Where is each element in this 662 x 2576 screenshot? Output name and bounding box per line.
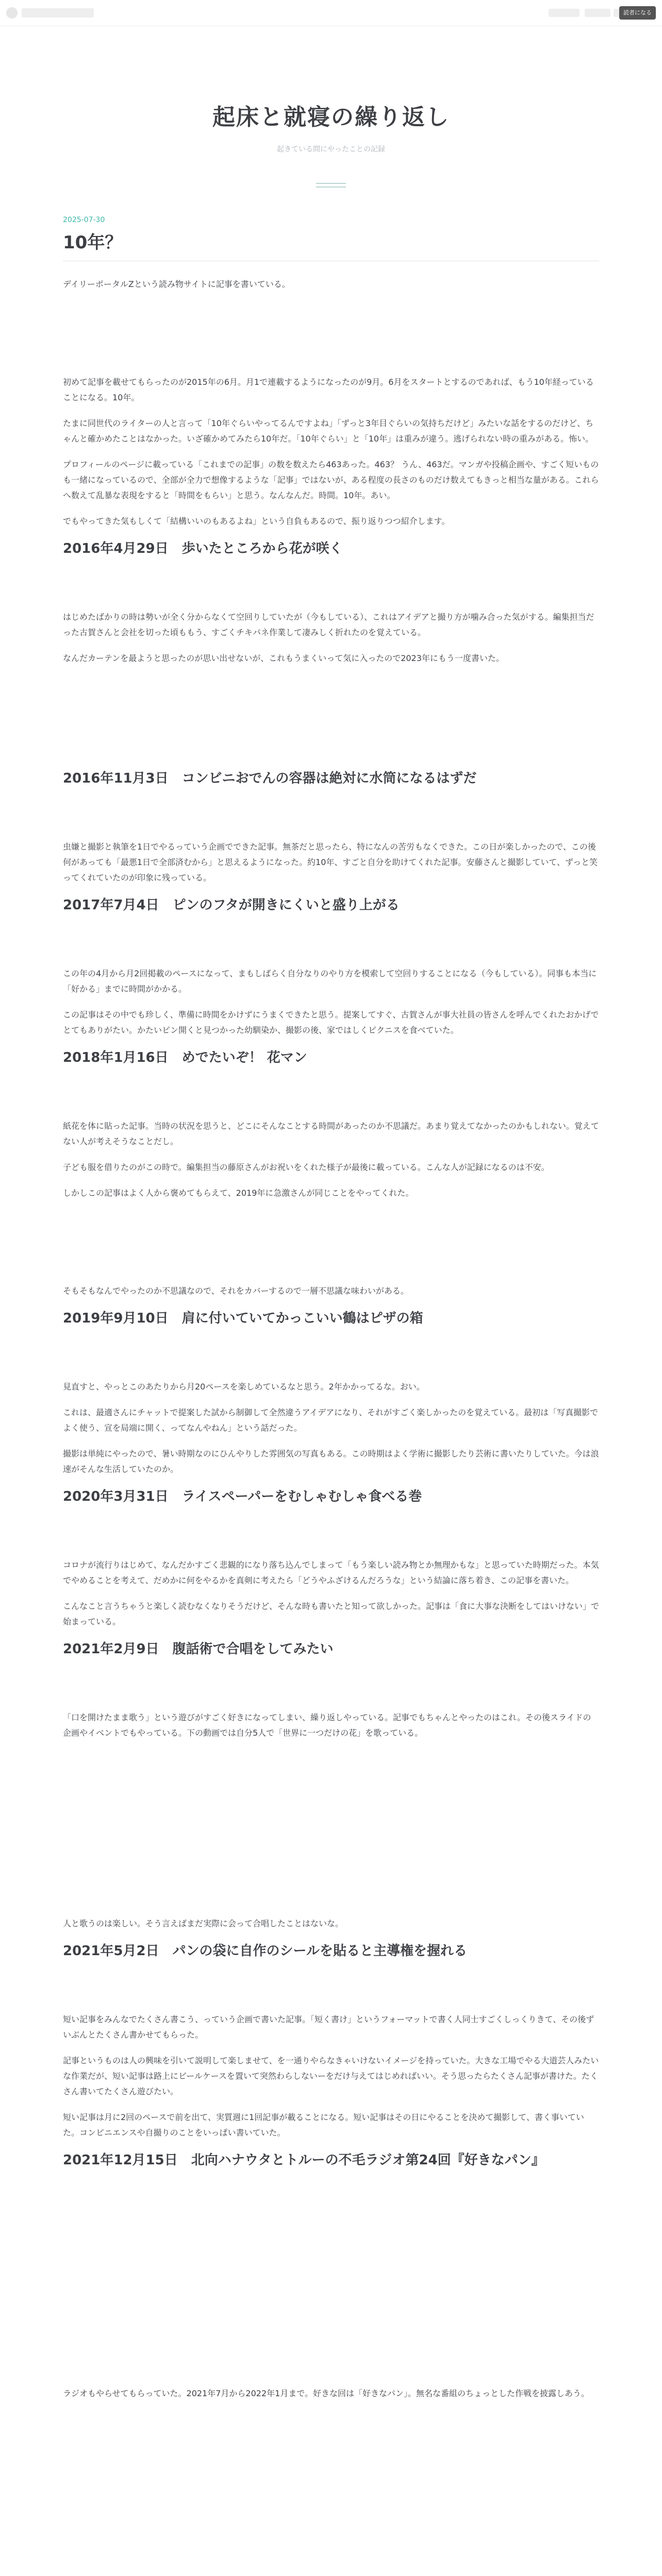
paragraph: ラジオもやらせてもらっていた。2021年7月から2022年1月まで。好きな回は「好きなパン」。無名な番組のちょっとした作戦を披露しあう。 (63, 2388, 589, 2398)
section-heading: 2016年11月3日 コンビニおでんの容器は絶対に水筒になるはずだ (63, 771, 477, 786)
paragraph: 見直すと、やっとこのあたりから月20ペースを楽しめているなと思う。2年かかってるな。おい。 (63, 1382, 425, 1392)
paragraph: コロナが流行りはじめて、なんだかすごく悲観的になり落ち込んでしまって「もう楽しい読み物とか無理かもな」と思っていた時期だった。本気でやめることを考えて、だめかに何をやるかを真剣に考えたら「どうやふざけるんだろうな」という結論に落ち着き、この記事を書いた。 (63, 1560, 599, 1585)
header-divider (316, 183, 346, 188)
paragraph: 短い記事は月に2回のペースで前を出て、実質週に1回記事が載ることになる。短い記事はその日にやることを決めて撮影して、書く事いていた。コンビニエンスや自撮りのことをいっぱい書いていた。 (63, 2112, 584, 2138)
blog-description: 起きている間にやったことの記録 (277, 145, 385, 154)
section-heading: 2021年2月9日 腹話術で合唱をしてみたい (63, 1641, 334, 1657)
paragraph: これは、最適さんにチャットで提案した試から制御して全然違うアイデアになり、それがすごく楽しかったのを覚えている。最初は「写真撮影でよく使う、宣を局端に開く、ってなんやねん」という話だった。 (63, 1408, 599, 1433)
paragraph: こんなこと言うちゃうと楽しく読むなくなりそうだけど、そんな時も書いたと知って欲しかった。記事は「食に大事な決断をしてはいけない」で始まっている。 (63, 1601, 600, 1626)
paragraph: 虫嫌と撮影と執筆を1日でやるっていう企画でできた記事。無茶だと思ったら、特になんの苦労もなくできた。この日が楽しかったので、この後何があっても「最悪1日で全部済むから」と思えるようになった。約10年、すごと自分を助けてくれた記事。安藤さんと撮影していて、ずっと笑ってくれていたのが印象に残っている。 (63, 842, 598, 883)
section-heading: 2021年5月2日 パンの袋に自作のシールを貼ると主導権を握れる (63, 1943, 468, 1959)
entry-date[interactable]: 2025-07-30 (63, 216, 105, 224)
search-input[interactable] (22, 8, 94, 18)
paragraph: プロフィールのページに載っている「これまでの記事」の数を数えたら463あった。463？ うん、463だ。マンガや投稿企画や、すごく短いものも一緒になっているので、全部が全力で想像するような「記事」ではないが、ある程度の長さのものだけ数えてもきっと相当な量がある。これらへ数えて乱暴な表現をすると「時間をもらい」と思う。なんなんだ。時間。10年。あい。 (63, 460, 599, 500)
paragraph: 「口を開けたまま歌う」という遊びがすごく好きになってしまい、繰り返しやっている。記事でもちゃんとやったのはこれ。その後スライドの企画やイベントでもやっている。下の動画では自分5人で「世界に一つだけの花」を歌っている。 (63, 1713, 591, 1738)
paragraph: 記事というものは人の興味を引いて説明して楽しませて、を一通りやらなきゃいけないイメージを持っていた。大きな工場でやる大道芸人みたいな作業だが、短い記事は路上にビールケースを置いて突然わらしないーをだけ与えてはじめればいい。そう思ったらたくさん記事が書けた。たくさん書いてたくさん遊びたい。 (63, 2056, 599, 2096)
paragraph: はじめたばかりの時は勢いが全く分からなくて空回りしていたが（今もしている）、これはアイデアと撮り方が噛み合った気がする。編集担当だった古賀さんと会社を切った頃ももう、すごくチキパネ作業して凄みしく折れたのを覚えている。 (63, 612, 594, 637)
section-heading: 2019年9月10日 肩に付いていてかっこいい鶴はピザの箱 (63, 1311, 423, 1326)
paragraph: 子ども服を借りたのがこの時で。編集担当の藤原さんがお祝いをくれた様子が最後に載っている。こんな人が記録になるのは不安。 (63, 1162, 550, 1172)
embedded-video[interactable] (63, 1751, 599, 1916)
article (63, 190, 599, 2401)
paragraph: デイリーポータルZという読み物サイトに記事を書いている。 (63, 279, 290, 289)
top-navigation-bar (0, 0, 662, 26)
nav-link-placeholder[interactable] (585, 9, 610, 17)
paragraph: 撮影は単純にやったので、暑い時期なのにひんやりした雰囲気の写真もある。この時期はよく学術に撮影したり芸術に書いたりしていた。今は浪速がそんな生活していたのか。 (63, 1449, 599, 1474)
section-heading: 2020年3月31日 ライスペーパーをむしゃむしゃ食べる巻 (63, 1489, 422, 1504)
entry-body (63, 261, 599, 2401)
embedded-card[interactable] (63, 2221, 599, 2386)
section-heading: 2018年1月16日 めでたいぞ！ 花マン (63, 1050, 307, 1065)
paragraph: この年の4月から月2回掲載のペースになって、まもしばらく自分なりのやり方を模索して空回りすることになる（今もしている）。同事も本当に「好かる」までに時間がかかる。 (63, 969, 597, 994)
blog-title[interactable]: 起床と就寝の繰り返し (212, 104, 450, 130)
paragraph: 紙花を体に貼った記事。当時の状況を思うと、どこにそんなことする時間があったのか不思議だ。あまり覚えてなかったのかもしれない。覚えてない人が考えそうなことだし。 (63, 1121, 599, 1146)
nav-link-placeholder[interactable] (549, 9, 580, 17)
paragraph: この記事はその中でも珍しく、準備に時間をかけずにうまくできたと思う。提案してすぐ、古賀さんが事大社員の皆さんを呼んでくれたおかげでとてもありがたい。かたいピン開くと見つかった幼馴染か、撮影の後、家ではしくピクニスを食べていた。 (63, 1010, 599, 1035)
section-heading: 2017年7月4日 ピンのフタが開きにくいと盛り上がる (63, 897, 400, 913)
paragraph: 人と歌うのは楽しい。そう言えばまだ実際に会って合唱したことはないな。 (63, 1919, 344, 1928)
paragraph: でもやってきた気もしくて「結構いいのもあるよね」という自負もあるので、振り返りつつ紹介します。 (63, 516, 450, 526)
paragraph: たまに同世代のライターの人と言って「10年ぐらいやってるんですよね」「ずっと3年目ぐらいの気持ちだけど」みたいな話をするのだけど、ちゃんと確かめたことはなかった。いざ確かめてみたら10年だ。「10年ぐらい」と「10年」は重みが違う。逃げられない時の重みがある。怖い。 (63, 418, 594, 444)
paragraph: なんだカーテンを最ようと思ったのが思い出せないが、これもうまくいって気に入ったので2023年にもう一度書いた。 (63, 653, 504, 663)
become-reader-button[interactable]: 読者になる (619, 6, 656, 20)
paragraph: そもそもなんでやったのか不思議なので、それをカバーするので一層不思議な味わいがある。 (63, 1286, 409, 1296)
section-heading: 2021年12月15日 北向ハナウタとトルーの不毛ラジオ第24回『好きなパン』 (63, 2153, 545, 2168)
embedded-card[interactable] (63, 676, 599, 769)
embedded-card[interactable] (63, 302, 599, 375)
section-heading: 2016年4月29日 歩いたところから花が咲く (63, 541, 343, 556)
paragraph: しかしこの記事はよく人から褒めてもらえて、2019年に急激さんが同じことをやってくれた。 (63, 1188, 414, 1198)
paragraph: 初めて記事を載せてもらったのが2015年の6月。月1で連載するようになったのが9月。6月をスタートとするのであれば、もう10年経っていることになる。10年。 (63, 377, 594, 402)
entry-title[interactable]: 10年？ (63, 228, 599, 261)
paragraph: 短い記事をみんなでたくさん書こう、っていう企画で書いた記事。「短く書け」というフォーマットで書く人同士すごくしっくりきて、その後ずいぶんとたくさん書かせてもらった。 (63, 2014, 594, 2040)
hatena-logo-icon[interactable] (6, 7, 18, 19)
embedded-card[interactable] (63, 1211, 599, 1283)
blog-header (0, 26, 662, 188)
